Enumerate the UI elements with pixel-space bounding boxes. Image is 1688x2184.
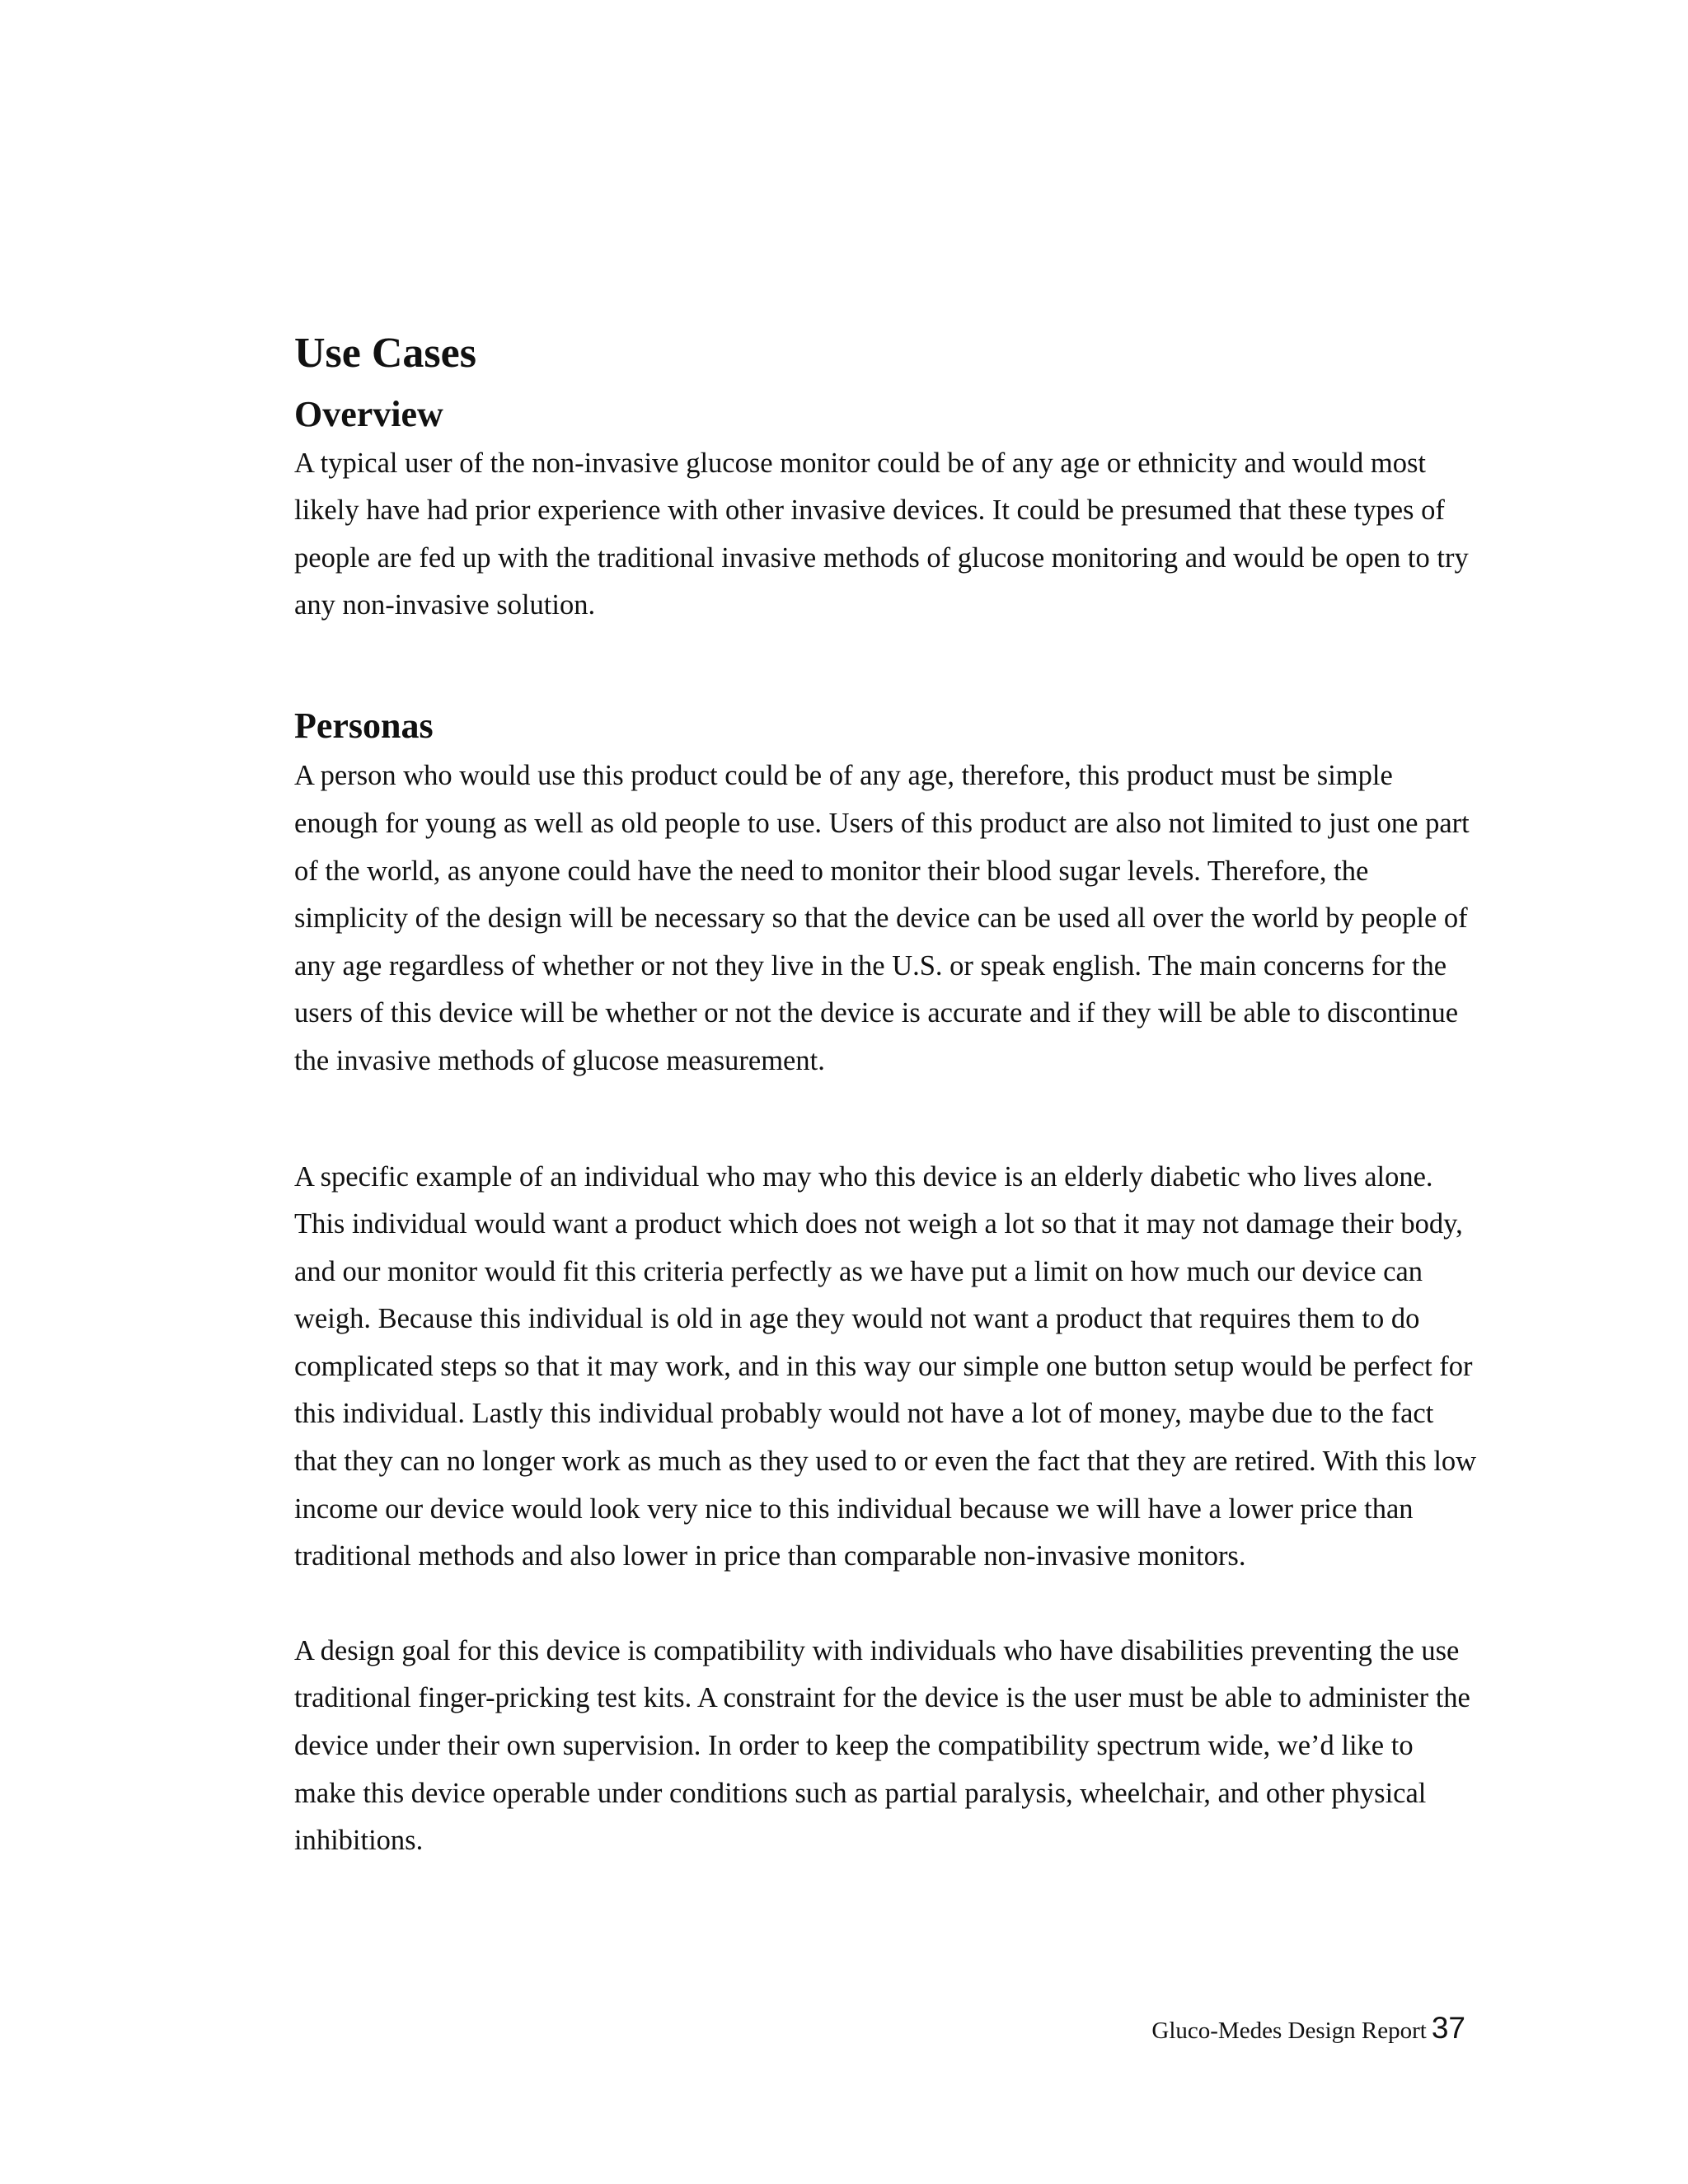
personas-paragraph-1: A person who would use this product could be of any age, therefore, this product must be simple enough for young as well as old people to use. Users of this product are also not limited to just one part of the world, as anyone could have the need to monitor their blood sugar levels. Therefore, the simplicity of the design will be necessary so that the device can be used all over the world by people of any age regardless of whether or not they live in the U.S. or speak english. The main concerns for the users of this device will be whether or not the device is accurate and if they will be able to discontinue the invasive methods of glucose measurement. — [294, 760, 1470, 1076]
overview-paragraph: A typical user of the non-invasive glucose monitor could be of any age or ethnicity and would most likely have had prior experience with other invasive devices. It could be presumed that these types of people are fed up with the traditional invasive methods of glucose monitoring and would be open to try any non-invasive solution. — [294, 447, 1469, 621]
personas-paragraph-3: A design goal for this device is compatibility with individuals who have disabilities preventing the use traditional finger-pricking test kits. A constraint for the device is the user must be able to administer the device under their own supervision. In order to keep the compatibility spectrum wide, we’d like to make this device operable under conditions such as partial paralysis, wheelchair, and other physical inhibitions. — [294, 1634, 1470, 1857]
footer-page-number: 37 — [1431, 2011, 1465, 2045]
personas-paragraph-2: A specific example of an individual who may who this device is an elderly diabetic who lives alone. This individual would want a product which does not weigh a lot so that it may not damage their body, and our monitor would fit this criteria perfectly as we have put a limit on how much our device can weigh. Because this individual is old in age they would not want a product that requires them to do complicated steps so that it may work, and in this way our simple one button setup would be perfect for this individual. Lastly this individual probably would not have a lot of money, maybe due to the fact that they can no longer work as much as they used to or even the fact that they are retired. With this low income our device would look very nice to this individual because we will have a lower price than traditional methods and also lower in price than comparable non-invasive monitors. — [294, 1160, 1477, 1572]
footer-report-title: Gluco-Medes Design Report — [1151, 2018, 1427, 2044]
overview-heading: Overview — [294, 394, 443, 435]
personas-heading: Personas — [294, 705, 434, 746]
page-footer — [1151, 2011, 1465, 2046]
page-content — [294, 330, 1478, 1865]
page-title: Use Cases — [294, 330, 476, 377]
